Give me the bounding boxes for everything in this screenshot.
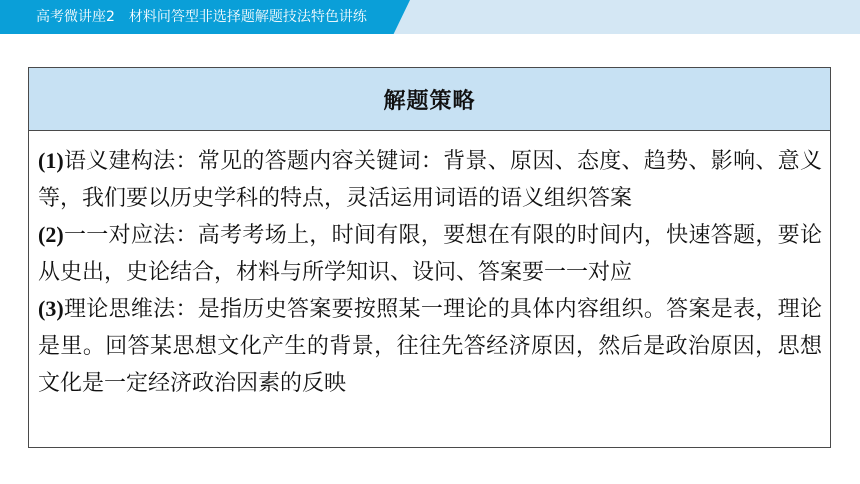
lecture-label: 高考微讲座2 bbox=[36, 9, 115, 25]
card-title: 解题策略 bbox=[383, 88, 476, 114]
item-text: 语义建构法：常见的答题内容关键词：背景、原因、态度、趋势、影响、意义等，我们要以历史学科的特点，灵活运用词语的语义组织答案 bbox=[38, 149, 822, 211]
section-title: 材料问答型非选择题解题技法特色讲练 bbox=[128, 9, 367, 25]
item-text: 理论思维法：是指历史答案要按照某一理论的具体内容组织。答案是表，理论是里。回答某思想文化产生的背景，往往先答经济原因，然后是政治原因，思想文化是一定经济政治因素的反映 bbox=[38, 297, 822, 396]
strategy-item-1 bbox=[38, 143, 822, 217]
card-body bbox=[29, 131, 830, 402]
card-header bbox=[29, 68, 830, 131]
strategy-item-3 bbox=[38, 291, 822, 402]
item-number: (1) bbox=[38, 148, 64, 173]
item-text: 一一对应法：高考考场上，时间有限，要想在有限的时间内，快速答题，要论从史出，史论结合，材料与所学知识、设问、答案要一一对应 bbox=[38, 223, 822, 285]
item-number: (3) bbox=[38, 296, 64, 322]
header-breadcrumb bbox=[36, 8, 367, 26]
strategy-item-2 bbox=[38, 217, 822, 291]
strategy-card bbox=[28, 67, 831, 448]
item-number: (2) bbox=[38, 222, 64, 248]
